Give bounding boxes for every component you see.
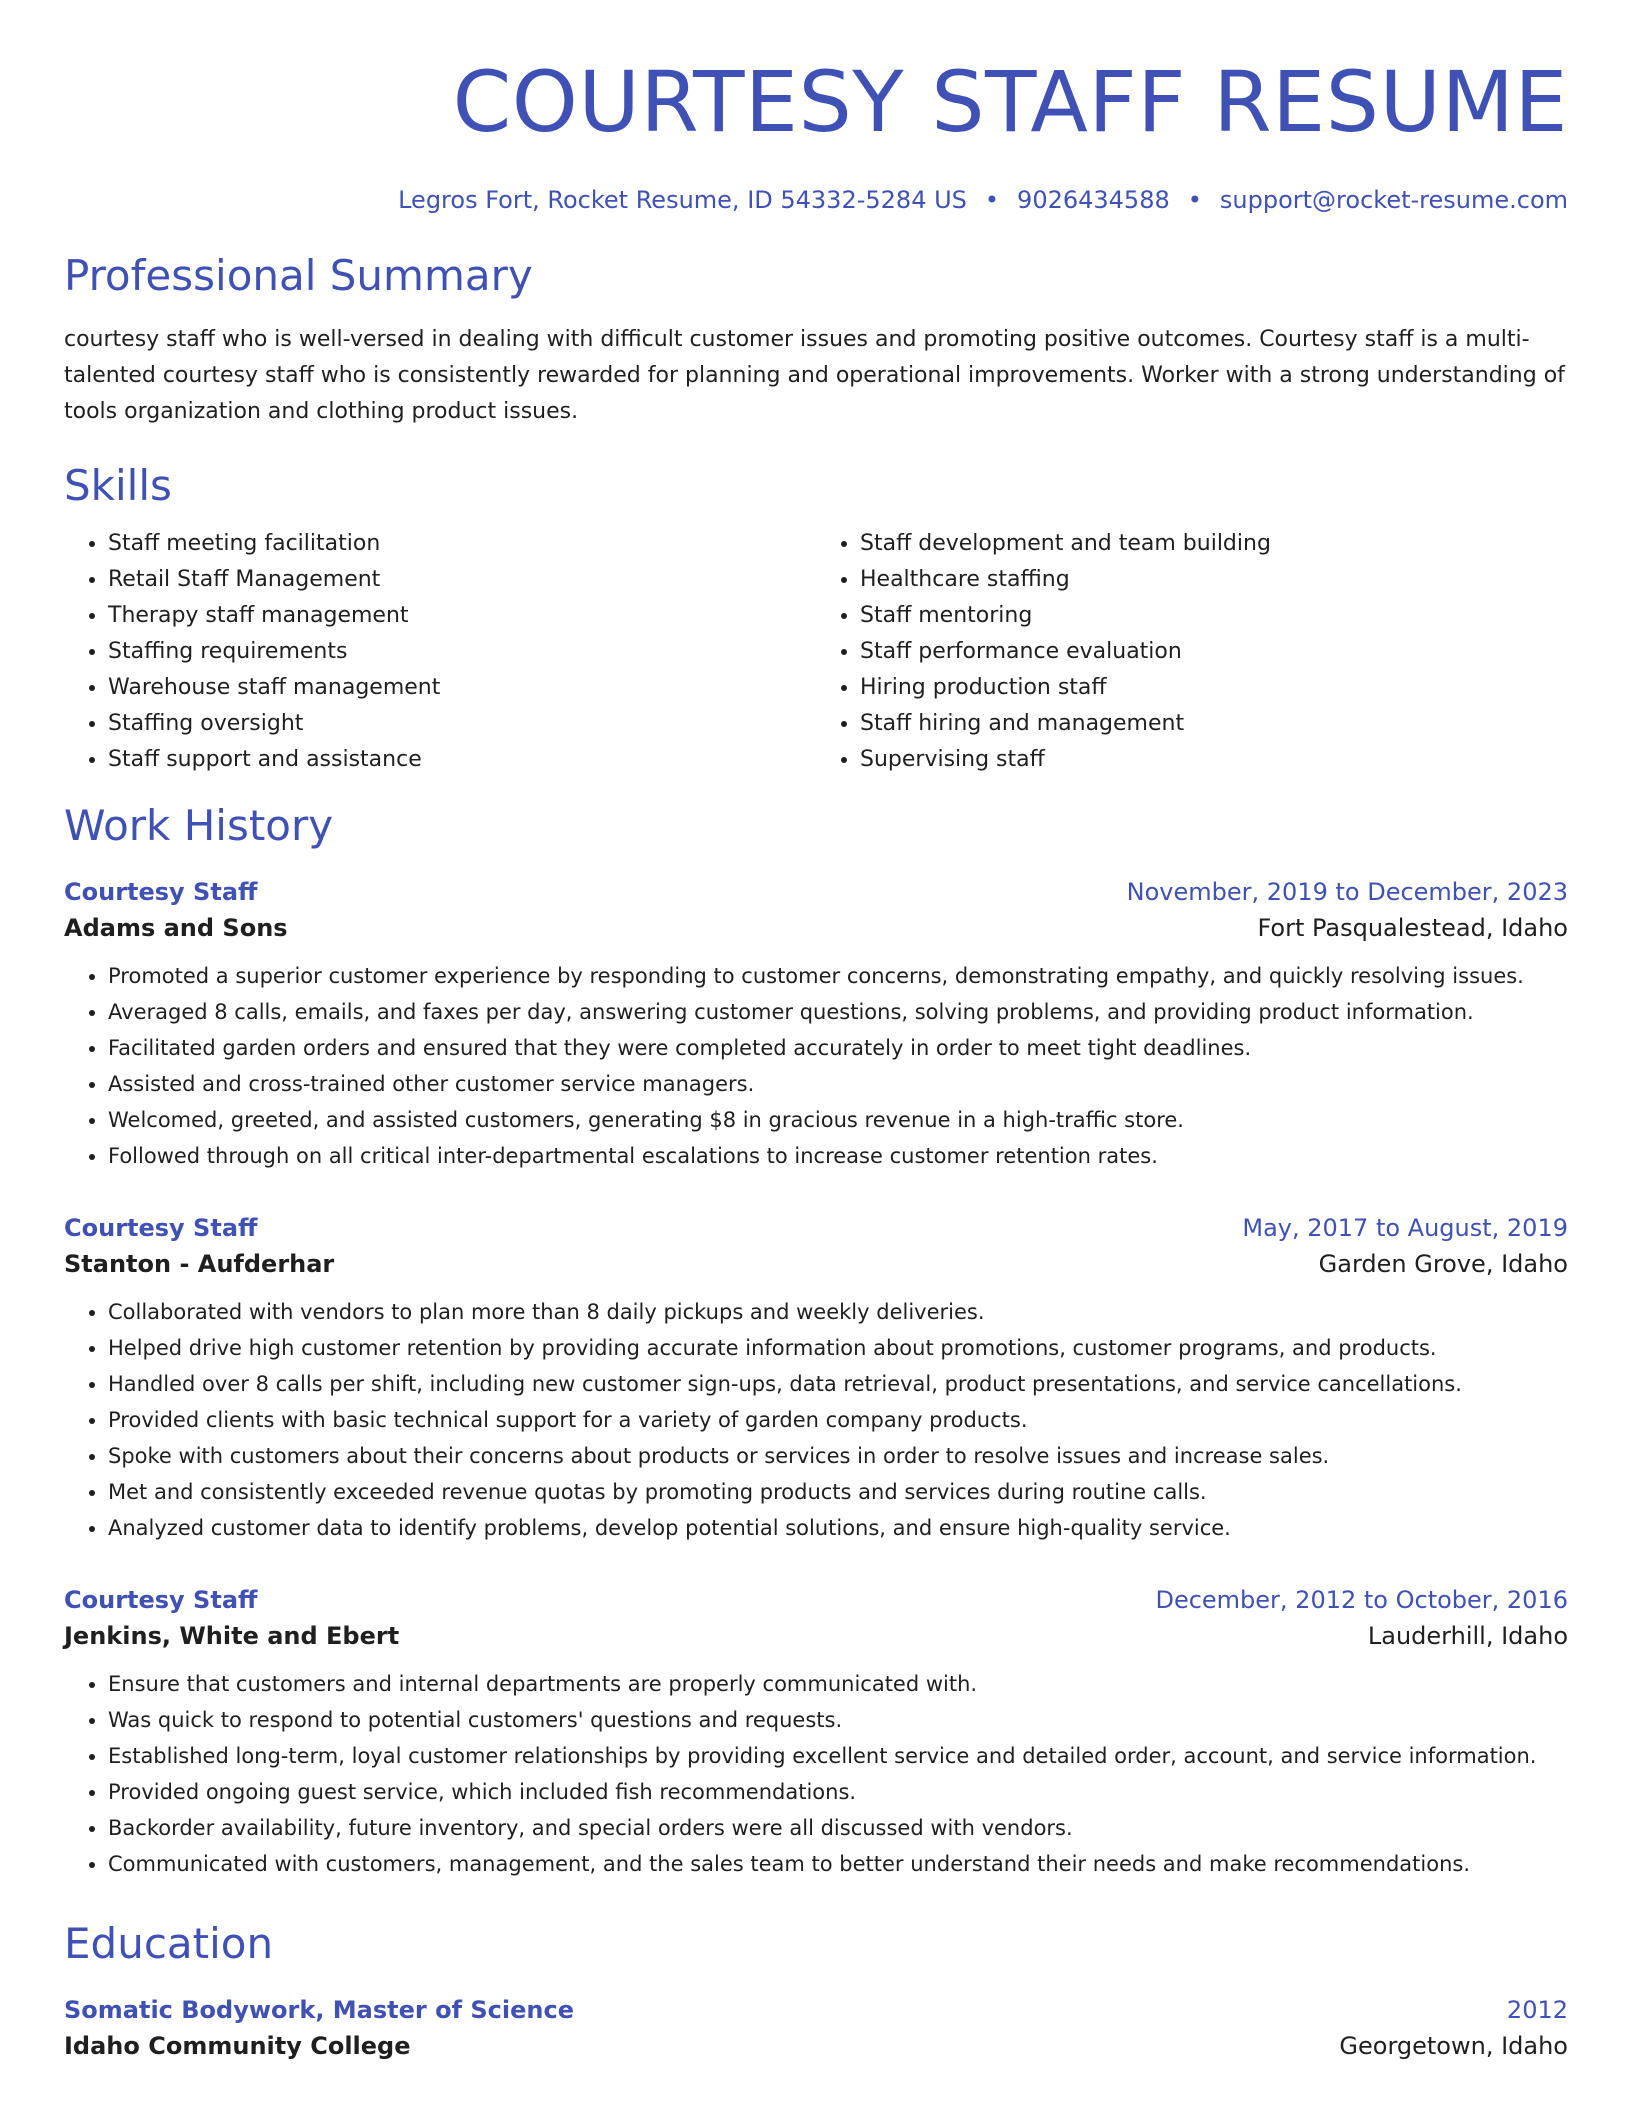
skill-item: • Warehouse staff management [108, 670, 816, 706]
skill-item: • Supervising staff [860, 742, 1568, 778]
skill-item: • Staff meeting facilitation [108, 526, 816, 562]
section-heading-education: Education [64, 1919, 274, 1968]
job-bullets [64, 1294, 1568, 1546]
resume-header [64, 0, 1568, 216]
job-dates: May, 2017 to August, 2019 [1242, 1214, 1568, 1242]
skill-item: • Staff support and assistance [108, 742, 816, 778]
skill-item: • Healthcare staffing [860, 562, 1568, 598]
job-title: Courtesy Staff [64, 1586, 258, 1614]
job-bullet: • Handled over 8 calls per shift, including new customer sign-ups, data retrieval, product presentations, and service cancellations. [108, 1366, 1568, 1402]
job-bullet: • Provided clients with basic technical support for a variety of garden company products. [108, 1402, 1568, 1438]
job-employer: Adams and Sons [64, 914, 288, 942]
job-title-row [64, 874, 1568, 910]
skills-grid [64, 526, 1568, 778]
section-heading-work-history: Work History [64, 801, 334, 850]
job-bullet: • Met and consistently exceeded revenue quotas by promoting products and services during routine calls. [108, 1474, 1568, 1510]
job-bullet: • Facilitated garden orders and ensured that they were completed accurately in order to meet tight deadlines. [108, 1030, 1568, 1066]
job-bullet: • Provided ongoing guest service, which included fish recommendations. [108, 1774, 1568, 1810]
education-school: Idaho Community College [64, 2032, 411, 2060]
job-bullet: • Collaborated with vendors to plan more than 8 daily pickups and weekly deliveries. [108, 1294, 1568, 1330]
job-employer-row [64, 1618, 1568, 1654]
job-employer-row [64, 1246, 1568, 1282]
education-school-row [64, 2028, 1568, 2064]
summary-text: courtesy staff who is well-versed in dealing with difficult customer issues and promoting positive outcomes. Courtesy staff is a multi-talented courtesy staff who is consistently rewarded for planning and operational improvements. Worker with a strong understanding of tools organization and clothing product issues. [64, 327, 1565, 424]
resume-title: COURTESY STAFF RESUME [452, 53, 1568, 151]
education-entry [64, 1992, 1568, 2064]
contact-separator: • [984, 186, 1000, 214]
job-title-row [64, 1582, 1568, 1618]
education-degree: Somatic Bodywork, Master of Science [64, 1996, 574, 2024]
skill-item: • Staff hiring and management [860, 706, 1568, 742]
contact-separator: • [1187, 186, 1202, 214]
skills-list-left [64, 526, 816, 778]
job-bullet: • Helped drive high customer retention by providing accurate information about promotions, customer programs, and products. [108, 1330, 1568, 1366]
section-heading-summary: Professional Summary [64, 251, 533, 300]
skills-section [64, 460, 1568, 778]
job-bullet: • Backorder availability, future inventory, and special orders were all discussed with vendors. [108, 1810, 1568, 1846]
section-heading-skills: Skills [64, 461, 172, 510]
job-bullet: • Spoke with customers about their concerns about products or services in order to resolve issues and increase sales. [108, 1438, 1568, 1474]
skill-item: • Staffing requirements [108, 634, 816, 670]
job-bullet: • Followed through on all critical inter-departmental escalations to increase customer retention rates. [108, 1138, 1568, 1174]
contact-line [64, 184, 1568, 216]
job-entry [64, 1582, 1568, 1882]
job-title: Courtesy Staff [64, 1214, 258, 1242]
job-bullet: • Assisted and cross-trained other customer service managers. [108, 1066, 1568, 1102]
job-bullet: • Welcomed, greeted, and assisted customers, generating $8 in gracious revenue in a high-traffic store. [108, 1102, 1568, 1138]
skill-item: • Staff performance evaluation [860, 634, 1568, 670]
contact-address: Legros Fort, Rocket Resume, ID 54332-5284 US [398, 186, 967, 214]
job-bullets [64, 958, 1568, 1174]
job-employer: Jenkins, White and Ebert [64, 1622, 400, 1650]
job-bullet: • Analyzed customer data to identify problems, develop potential solutions, and ensure high-quality service. [108, 1510, 1568, 1546]
job-bullet: • Established long-term, loyal customer relationships by providing excellent service and detailed order, account, and service information. [108, 1738, 1568, 1774]
skills-list-right [816, 526, 1568, 778]
job-bullet: • Was quick to respond to potential customers' questions and requests. [108, 1702, 1568, 1738]
job-title-row [64, 1210, 1568, 1246]
skill-item: • Staff mentoring [860, 598, 1568, 634]
job-entry [64, 1210, 1568, 1546]
job-dates: December, 2012 to October, 2016 [1155, 1586, 1568, 1614]
education-year: 2012 [1506, 1996, 1568, 2024]
contact-email: support@rocket-resume.com [1219, 186, 1568, 214]
skill-item: • Hiring production staff [860, 670, 1568, 706]
job-entry [64, 874, 1568, 1174]
skill-item: • Retail Staff Management [108, 562, 816, 598]
skill-item: • Therapy staff management [108, 598, 816, 634]
job-employer-row [64, 910, 1568, 946]
job-bullet: • Averaged 8 calls, emails, and faxes per day, answering customer questions, solving problems, and providing product information. [108, 994, 1568, 1030]
education-degree-row [64, 1992, 1568, 2028]
contact-phone: 9026434588 [1017, 186, 1170, 214]
skill-item: • Staff development and team building [860, 526, 1568, 562]
job-bullet: • Communicated with customers, management, and the sales team to better understand their needs and make recommendations. [108, 1846, 1568, 1882]
education-location: Georgetown, Idaho [1339, 2032, 1568, 2060]
job-bullet: • Promoted a superior customer experience by responding to customer concerns, demonstrating empathy, and quickly resolving issues. [108, 958, 1568, 994]
job-location: Lauderhill, Idaho [1367, 1622, 1568, 1650]
skill-item: • Staffing oversight [108, 706, 816, 742]
job-dates: November, 2019 to December, 2023 [1126, 878, 1568, 906]
work-history-section [64, 800, 1568, 1882]
job-bullet: • Ensure that customers and internal departments are properly communicated with. [108, 1666, 1568, 1702]
job-location: Fort Pasqualestead, Idaho [1257, 914, 1568, 942]
job-location: Garden Grove, Idaho [1318, 1250, 1568, 1278]
job-employer: Stanton - Aufderhar [64, 1250, 335, 1278]
education-section [64, 1918, 1568, 2064]
job-bullets [64, 1666, 1568, 1882]
job-title: Courtesy Staff [64, 878, 258, 906]
professional-summary-section [64, 250, 1568, 430]
